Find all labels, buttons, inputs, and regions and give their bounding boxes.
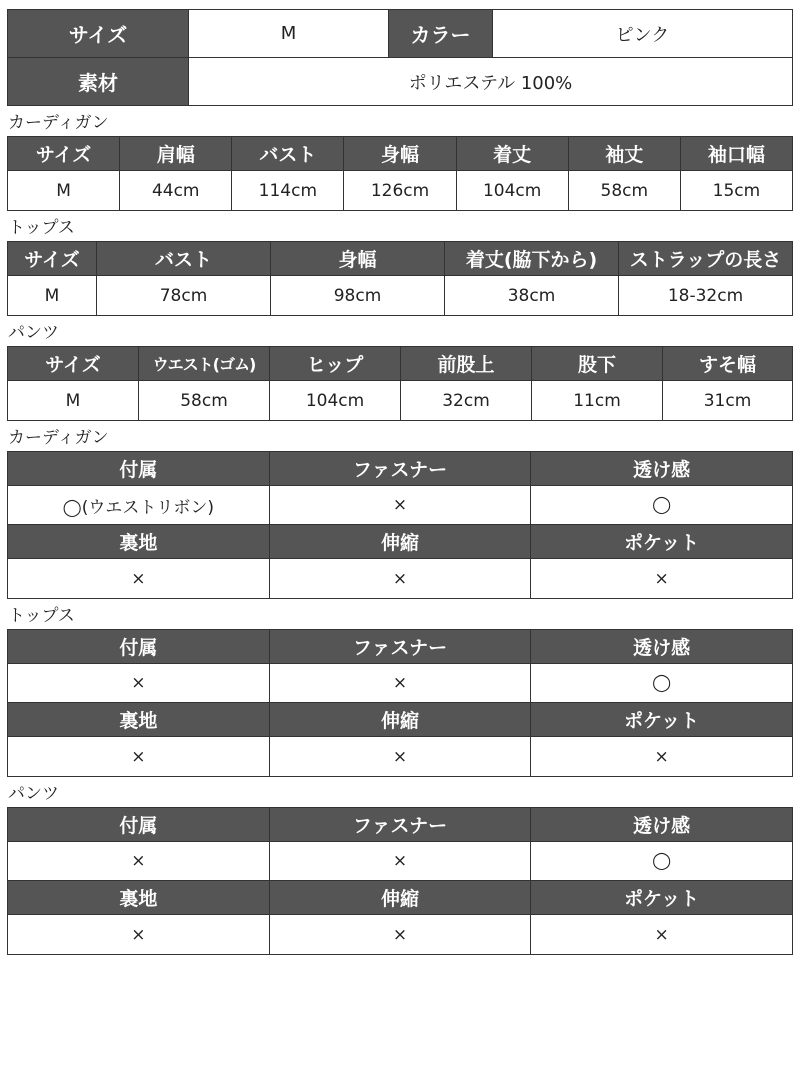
table-header: 裏地	[8, 881, 270, 915]
tops-spec-caption: トップス	[8, 606, 75, 626]
table-cell: ×	[8, 559, 270, 599]
table-cell: ×	[8, 737, 270, 777]
pants-spec-caption: パンツ	[8, 784, 59, 804]
table-cell: ×	[269, 664, 531, 703]
table-header: サイズ	[8, 242, 97, 276]
table-header: 透け感	[531, 808, 793, 842]
table-header: ポケット	[531, 881, 793, 915]
table-cell: ×	[269, 842, 531, 881]
table-header: 前股上	[401, 347, 532, 381]
table-header: ストラップの長さ	[619, 242, 793, 276]
table-header: ポケット	[531, 525, 793, 559]
table-cell: ×	[531, 559, 793, 599]
table-cell: ×	[269, 486, 531, 525]
table-cell: ×	[8, 915, 270, 955]
table-header: 付属	[8, 808, 270, 842]
table-cell: 104cm	[456, 171, 568, 211]
table-header: 着丈(脇下から)	[445, 242, 619, 276]
table-header: サイズ	[8, 137, 120, 171]
summary-table	[7, 9, 793, 106]
tops-spec-table	[7, 629, 793, 777]
table-header: 身幅	[344, 137, 456, 171]
table-header: 付属	[8, 452, 270, 486]
table-cell: ◯	[531, 486, 793, 525]
tops-size-caption: トップス	[8, 218, 75, 238]
table-header: ポケット	[531, 703, 793, 737]
table-header: 付属	[8, 630, 270, 664]
pants-size-caption: パンツ	[8, 323, 59, 343]
table-cell: 78cm	[97, 276, 271, 316]
table-header: ファスナー	[269, 452, 531, 486]
table-cell: 44cm	[120, 171, 232, 211]
table-header: 着丈	[456, 137, 568, 171]
table-header: すそ幅	[663, 347, 793, 381]
table-cell: 104cm	[270, 381, 401, 421]
table-cell: 38cm	[445, 276, 619, 316]
table-cell: 58cm	[568, 171, 680, 211]
cardigan-spec-table	[7, 451, 793, 599]
table-cell: 114cm	[232, 171, 344, 211]
material-value: ポリエステル 100%	[189, 58, 793, 106]
table-cell: 58cm	[139, 381, 270, 421]
pants-spec-table	[7, 807, 793, 955]
table-cell: ×	[531, 737, 793, 777]
table-cell: M	[8, 381, 139, 421]
table-cell: ◯(ウエストリボン)	[8, 486, 270, 525]
table-cell: ×	[269, 737, 531, 777]
table-header: バスト	[97, 242, 271, 276]
cardigan-size-table	[7, 136, 793, 211]
color-label: カラー	[389, 10, 493, 58]
table-cell: 98cm	[271, 276, 445, 316]
cardigan-spec-caption: カーディガン	[8, 428, 109, 448]
table-cell: 32cm	[401, 381, 532, 421]
tops-size-table	[7, 241, 793, 316]
table-header: サイズ	[8, 347, 139, 381]
color-value: ピンク	[493, 10, 793, 58]
size-label: サイズ	[8, 10, 189, 58]
table-header: ファスナー	[269, 630, 531, 664]
table-header: 裏地	[8, 703, 270, 737]
table-header: 透け感	[531, 452, 793, 486]
table-header: ファスナー	[269, 808, 531, 842]
table-cell: ×	[531, 915, 793, 955]
table-cell: M	[8, 171, 120, 211]
table-cell: ×	[8, 842, 270, 881]
table-header: 袖丈	[568, 137, 680, 171]
cardigan-size-caption: カーディガン	[8, 113, 109, 133]
table-cell: 126cm	[344, 171, 456, 211]
table-cell: M	[8, 276, 97, 316]
table-header: 伸縮	[269, 525, 531, 559]
table-header: 袖口幅	[680, 137, 792, 171]
table-cell: ×	[269, 915, 531, 955]
table-cell: ×	[269, 559, 531, 599]
table-header: バスト	[232, 137, 344, 171]
table-header: 伸縮	[269, 881, 531, 915]
table-cell: ◯	[531, 664, 793, 703]
table-header: 肩幅	[120, 137, 232, 171]
table-cell: 15cm	[680, 171, 792, 211]
table-header: 透け感	[531, 630, 793, 664]
table-header: ヒップ	[270, 347, 401, 381]
size-value: M	[189, 10, 389, 58]
table-header: ウエスト(ゴム)	[139, 347, 270, 381]
table-header: 裏地	[8, 525, 270, 559]
table-header: 伸縮	[269, 703, 531, 737]
table-cell: 11cm	[532, 381, 663, 421]
table-cell: 31cm	[663, 381, 793, 421]
table-header: 股下	[532, 347, 663, 381]
table-cell: 18-32cm	[619, 276, 793, 316]
pants-size-table	[7, 346, 793, 421]
table-header: 身幅	[271, 242, 445, 276]
table-cell: ×	[8, 664, 270, 703]
table-cell: ◯	[531, 842, 793, 881]
material-label: 素材	[8, 58, 189, 106]
